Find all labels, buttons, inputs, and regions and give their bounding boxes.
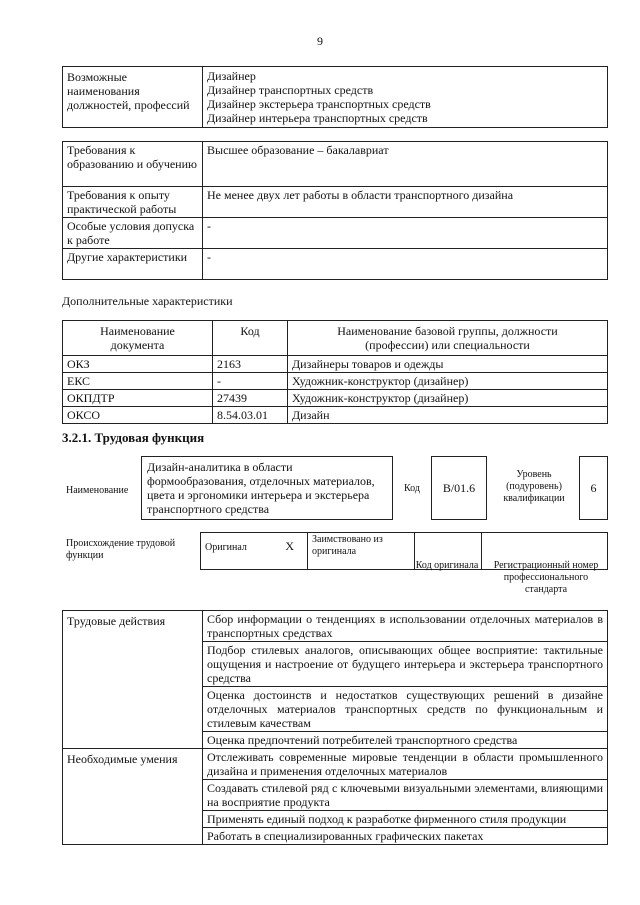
list-item: Дизайнер транспортных средств: [207, 83, 374, 97]
table-cell: Дизайнеры товаров и одежды: [288, 356, 608, 373]
function-code-value: B/01.6: [442, 481, 476, 495]
function-details-table: [62, 610, 608, 845]
function-level-label: Уровень (подуровень) квалификации: [503, 469, 565, 504]
origin-original: Оригинал: [201, 533, 273, 570]
requirement-label: Требования к опыту практической работы: [63, 187, 203, 218]
skills-label: Необходимые умения: [63, 749, 203, 845]
table-row: [63, 67, 608, 128]
table-row: [63, 390, 608, 407]
positions-values: [203, 67, 608, 128]
function-name-value: Дизайн-аналитика в области формообразования, отделочных материалов, цвета и эргономики интерьера и экстерьера транспортного средства: [147, 460, 375, 516]
table-cell: ОКЗ: [63, 356, 213, 373]
table-row: [63, 611, 608, 642]
table-cell: Художник-конструктор (дизайнер): [288, 390, 608, 407]
skill-item: Отслеживать современные мировые тенденции в области промышленного дизайна и применения отделочных материалов: [203, 749, 608, 780]
origin-mark: X: [273, 533, 308, 570]
table-cell: -: [213, 373, 288, 390]
function-title: 3.2.1. Трудовая функция: [62, 430, 205, 445]
additional-title: Дополнительные характеристики: [62, 294, 233, 308]
function-name-box: [141, 456, 393, 520]
table-cell: Художник-конструктор (дизайнер): [288, 373, 608, 390]
action-item: Подбор стилевых аналогов, описывающих общее восприятие: тактильные ощущения и настроение от будущего интерьера и экстерьера транспортного средства: [203, 642, 608, 687]
skill-item: Создавать стилевой ряд с ключевыми визуальными элементами, влияющими на восприятие продукта: [203, 780, 608, 811]
header-code: Код: [213, 321, 288, 356]
origin-code-caption: Код оригинала: [415, 560, 479, 571]
function-level-value: 6: [590, 481, 597, 495]
function-code-label: Код: [404, 483, 420, 494]
function-level-box: [579, 456, 608, 520]
action-item: Сбор информации о тенденциях в использовании отделочных материалов в транспортных средствах: [203, 611, 608, 642]
table-cell: Дизайн: [288, 407, 608, 424]
requirement-value: -: [203, 218, 608, 249]
table-cell: ЕКС: [63, 373, 213, 390]
list-item: Дизайнер: [207, 69, 256, 83]
requirements-table: [62, 141, 608, 280]
table-row: [63, 249, 608, 280]
list-item: Дизайнер интерьера транспортных средств: [207, 111, 428, 125]
origin-reg-caption: Регистрационный номер профессионального стандарта: [493, 560, 599, 595]
table-row: [63, 218, 608, 249]
header-group: Наименование базовой группы, должности (профессии) или специальности: [288, 321, 608, 356]
table-cell: ОКСО: [63, 407, 213, 424]
table-row: [63, 373, 608, 390]
skill-item: Применять единый подход к разработке фирменного стиля продукции: [203, 811, 608, 828]
actions-label: Трудовые действия: [63, 611, 203, 749]
function-name-label: Наименование: [66, 485, 129, 496]
table-row: [63, 142, 608, 187]
list-item: Дизайнер экстерьера транспортных средств: [207, 97, 431, 111]
requirement-value: -: [203, 249, 608, 280]
table-row: [63, 356, 608, 373]
header-document: Наименование документа: [63, 321, 213, 356]
requirement-value: Не менее двух лет работы в области транспортного дизайна: [203, 187, 608, 218]
requirement-value: Высшее образование – бакалавриат: [203, 142, 608, 187]
page-number: 9: [317, 34, 323, 48]
table-cell: 27439: [213, 390, 288, 407]
skill-item: Работать в специализированных графических пакетах: [203, 828, 608, 845]
table-cell: 2163: [213, 356, 288, 373]
additional-table: [62, 320, 608, 424]
requirement-label: Другие характеристики: [63, 249, 203, 280]
table-cell: ОКПДТР: [63, 390, 213, 407]
action-item: Оценка предпочтений потребителей транспортного средства: [203, 732, 608, 749]
function-code-box: [431, 456, 487, 520]
positions-table: [62, 66, 608, 128]
table-row: [63, 321, 608, 356]
requirement-label: Требования к образованию и обучению: [63, 142, 203, 187]
positions-label: Возможные наименования должностей, профессий: [63, 67, 203, 128]
requirement-label: Особые условия допуска к работе: [63, 218, 203, 249]
action-item: Оценка достоинств и недостатков существующих решений в дизайне отделочных материалов транспортных средств по функциональным и стилевым качествам: [203, 687, 608, 732]
table-cell: 8.54.03.01: [213, 407, 288, 424]
origin-borrowed: Заимствовано из оригинала: [308, 533, 415, 570]
table-row: [63, 187, 608, 218]
table-row: [63, 407, 608, 424]
origin-label: Происхождение трудовой функции: [66, 538, 176, 561]
table-row: [63, 749, 608, 780]
